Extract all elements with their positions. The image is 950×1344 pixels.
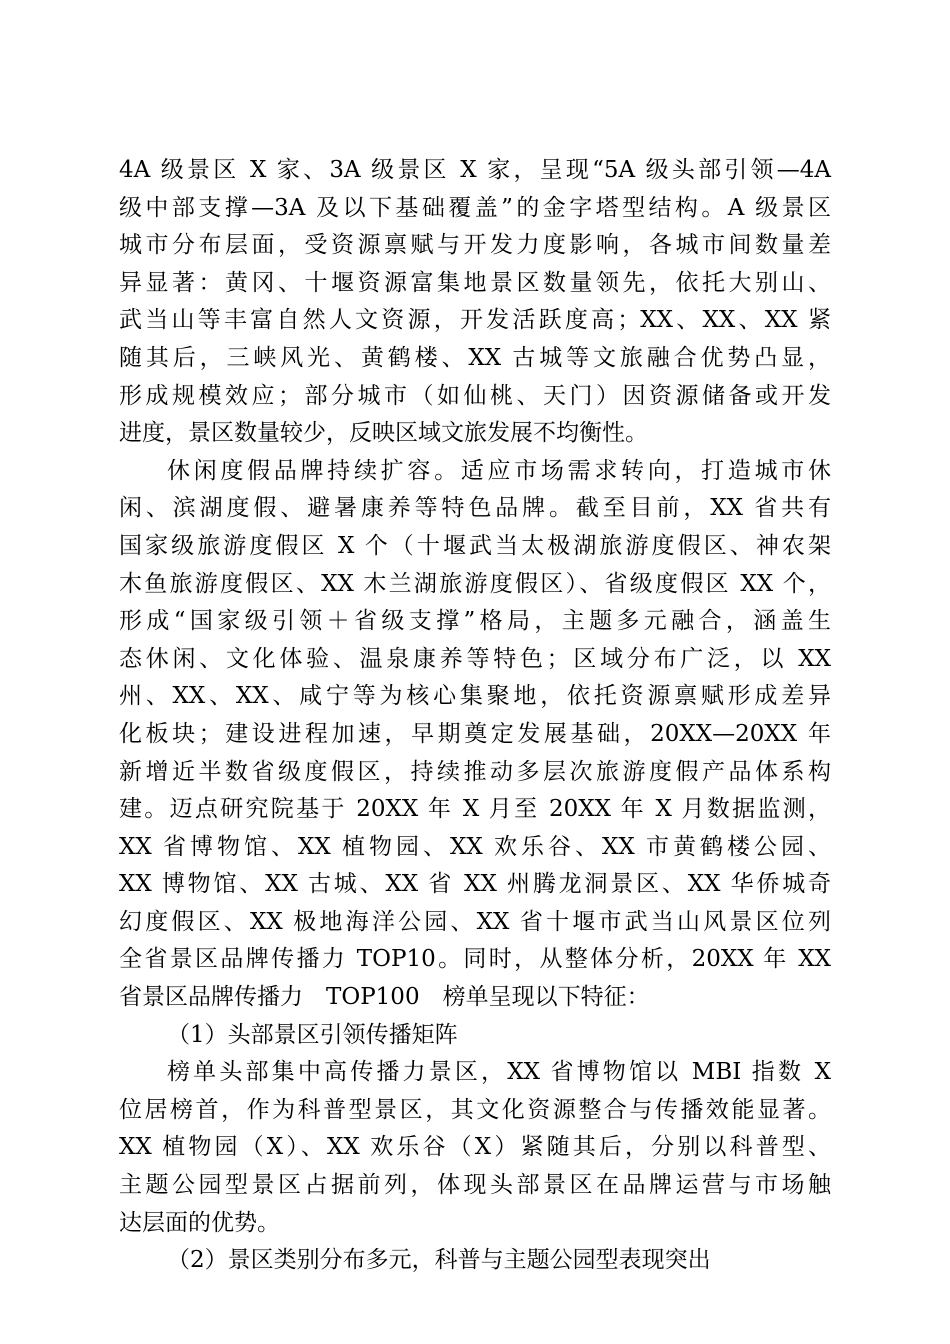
text-line: 主题公园型景区占据前列，体现头部景区在品牌运营与市场触	[119, 1172, 831, 1199]
text-line: 异显著：黄冈、十堰资源富集地景区数量领先，依托大别山、	[119, 269, 831, 296]
section-heading-2: （2）景区类别分布多元，科普与主题公园型表现突出	[167, 1247, 711, 1274]
paragraph-scenic-area-structure	[119, 152, 831, 453]
text-line: 态休闲、文化体验、温泉康养等特色；区域分布广泛，以 XX	[119, 645, 831, 672]
text-line: XX 博物馆、XX 古城、XX 省 XX 州腾龙洞景区、XX 华侨城奇	[119, 871, 831, 898]
text-line: 国家级旅游度假区 X 个（十堰武当太极湖旅游度假区、神农架	[119, 532, 831, 559]
text-line: 榜单头部集中高传播力景区，XX 省博物馆以 MBI 指数 X	[167, 1059, 831, 1086]
text-line: 形成“国家级引领＋省级支撑”格局，主题多元融合，涵盖生	[119, 608, 831, 635]
text-line: 城市分布层面，受资源禀赋与开发力度影响，各城市间数量差	[119, 232, 831, 259]
text-line: 4A 级景区 X 家、3A 级景区 X 家，呈现“5A 级头部引领—4A	[119, 157, 831, 183]
text-line: 形成规模效应；部分城市（如仙桃、天门）因资源储备或开发	[119, 382, 831, 409]
text-line: 州、XX、XX、咸宁等为核心集聚地，依托资源禀赋形成差异	[119, 683, 831, 710]
text-line: 武当山等丰富自然人文资源，开发活跃度高；XX、XX、XX 紧	[119, 307, 831, 334]
text-line: XX 植物园（X）、XX 欢乐谷（X）紧随其后，分别以科普型、	[119, 1134, 831, 1161]
text-line: 随其后，三峡风光、黄鹤楼、XX 古城等文旅融合优势凸显，	[119, 344, 831, 371]
text-line: 级中部支撑—3A 及以下基础覆盖”的金字塔型结构。A 级景区	[119, 194, 831, 221]
text-line: 位居榜首，作为科普型景区，其文化资源整合与传播效能显著。	[119, 1096, 831, 1123]
document-body	[119, 152, 831, 1280]
paragraph-head-scenic-areas	[119, 1054, 831, 1242]
text-line: 达层面的优势。	[119, 1209, 280, 1236]
text-line: 木鱼旅游度假区、XX 木兰湖旅游度假区）、省级度假区 XX 个，	[119, 570, 831, 597]
text-line: 新增近半数省级度假区，持续推动多层次旅游度假产品体系构	[119, 758, 831, 785]
text-line: 休闲度假品牌持续扩容。适应市场需求转向，打造城市休	[167, 457, 831, 484]
text-line: 建。迈点研究院基于 20XX 年 X 月至 20XX 年 X 月数据监测，	[119, 796, 832, 823]
text-line: XX 省博物馆、XX 植物园、XX 欢乐谷、XX 市黄鹤楼公园、	[119, 833, 831, 860]
paragraph-leisure-resort-brands	[119, 453, 831, 1017]
section-heading-1: （1）头部景区引领传播矩阵	[167, 1021, 458, 1048]
text-line: 省景区品牌传播力 TOP100 榜单呈现以下特征：	[119, 984, 650, 1011]
text-line: 全省景区品牌传播力 TOP10。同时，从整体分析，20XX 年 XX	[119, 946, 831, 973]
text-line: 幻度假区、XX 极地海洋公园、XX 省十堰市武当山风景区位列	[119, 908, 831, 935]
text-line: 进度，景区数量较少，反映区域文旅发展不均衡性。	[119, 420, 648, 447]
text-line: 闲、滨湖度假、避暑康养等特色品牌。截至目前，XX 省共有	[119, 495, 831, 522]
text-line: 化板块；建设进程加速，早期奠定发展基础，20XX—20XX 年	[119, 720, 831, 747]
